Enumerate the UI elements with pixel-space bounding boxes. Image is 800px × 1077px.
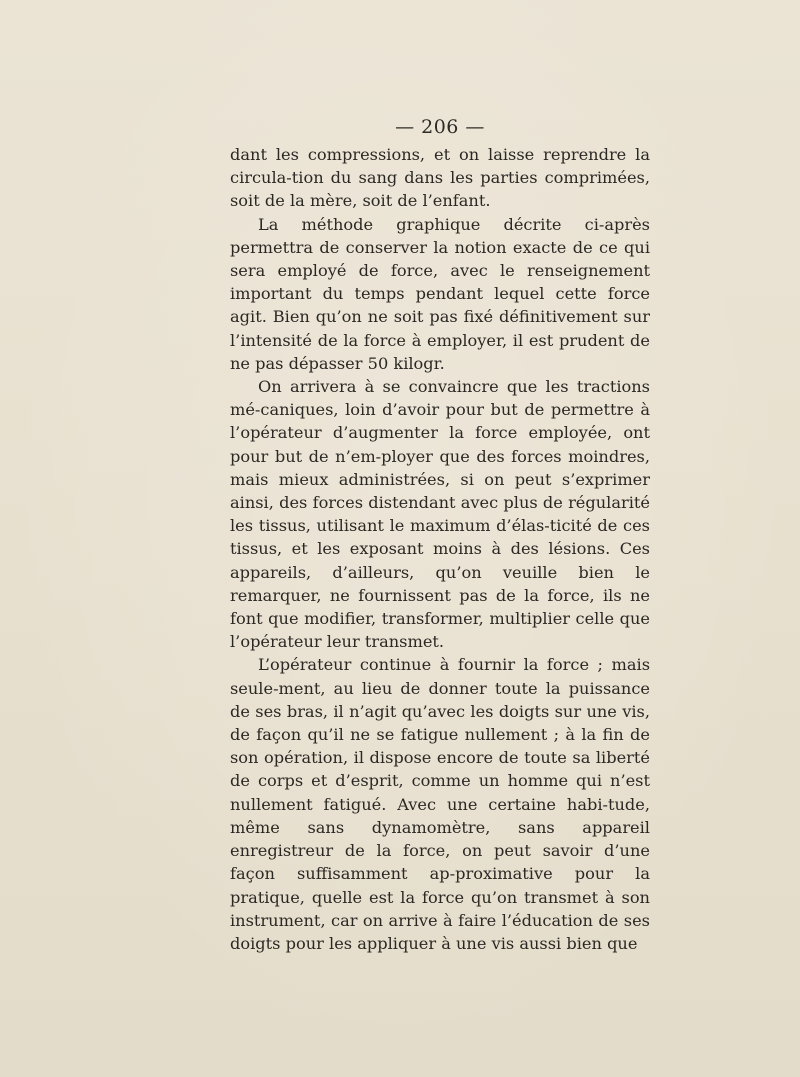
page-body [230,143,650,955]
page-number: — 206 — [395,116,485,138]
paragraph-1: dant les compressions, et on laisse reprendre la circula-tion du sang dans les parties comprimées, soit de la mère, soit de l’enfant. [230,145,650,211]
paragraph-4: L’opérateur continue à fournir la force ; mais seule-ment, au lieu de donner toute la puissance de ses bras, il n’agit qu’avec les doigts sur une vis, de façon qu’il ne se fatigue nullement ; à la fin de son opération, il dispose encore de toute sa liberté de corps et d’esprit, comme un homme qui n’est nullement fatigué. Avec une certaine habi-tude, même sans dynamomètre, sans appareil enregistreur de la force, on peut savoir d’une façon suffisamment ap-proximative pour la pratique, quelle est la force qu’on transmet à son instrument, car on arrive à faire l’éducation de ses doigts pour les appliquer à une vis aussi bien que [230,655,650,953]
paragraph-3: On arrivera à se convaincre que les tractions mé-caniques, loin d’avoir pour but de permettre à l’opérateur d’augmenter la force employée, ont pour but de n’em-ployer que des forces moindres, mais mieux administrées, si on peut s’exprimer ainsi, des forces distendant avec plus de régularité les tissus, utilisant le maximum d’élas-ticité de ces tissus, et les exposant moins à des lésions. Ces appareils, d’ailleurs, qu’on veuille bien le remarquer, ne fournissent pas de la force, ils ne font que modifier, transformer, multiplier celle que l’opérateur leur transmet. [230,377,650,652]
paragraph-2: La méthode graphique décrite ci-après permettra de conserver la notion exacte de ce qui sera employé de force, avec le renseignement important du temps pendant lequel cette force agit. Bien qu’on ne soit pas fixé définitivement sur l’intensité de la force à employer, il est prudent de ne pas dépasser 50 kilogr. [230,214,650,373]
